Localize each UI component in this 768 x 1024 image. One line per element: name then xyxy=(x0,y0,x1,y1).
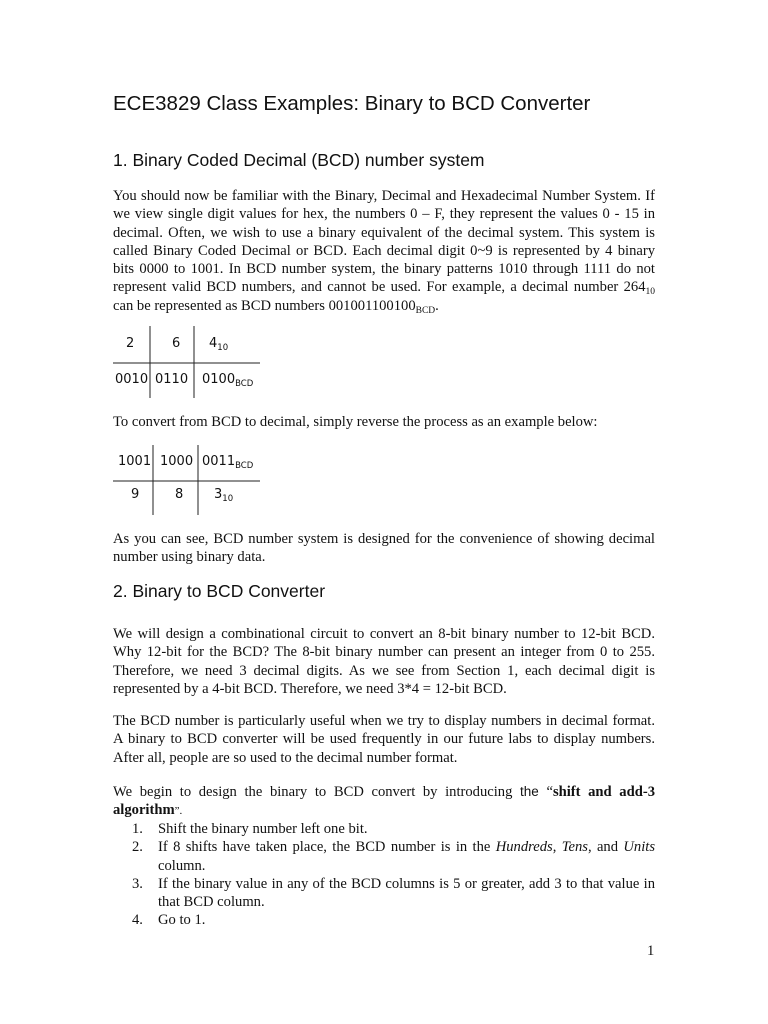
table-1-bottom-cell-1: 0010 xyxy=(115,372,149,387)
page-number: 1 xyxy=(647,943,655,959)
table-1-top-cell-3: $4_{10}$ xyxy=(209,336,229,353)
algorithm-steps-list xyxy=(132,820,655,930)
algorithm-step: 4. Go to 1. xyxy=(132,912,206,929)
decimal-to-bcd-table xyxy=(113,326,263,406)
bcd-to-decimal-table xyxy=(113,445,263,525)
table-1-top-cell-1: 2 xyxy=(126,336,135,351)
table-2-bottom-cell-3: $3_{10}$ xyxy=(214,487,234,504)
table-2-top-cell-3: $0011_{BCD}$ xyxy=(202,454,254,471)
section-2-paragraph-2: The BCD number is particularly useful when we try to display numbers in decimal format. A binary to BCD converter will be used frequently in our future labs to display numbers. After all, people are so used to the decimal number format. xyxy=(113,713,655,766)
decimal-to-bcd-table-lines xyxy=(113,326,263,406)
table-1-top-cell-2: 6 xyxy=(172,336,181,351)
section-1-paragraph-1: You should now be familiar with the Binary, Decimal and Hexadecimal Number System. If we view single digit values for hex, the numbers 0 – F, they represent the values 0 - 15 in decimal. Often, we wish to use a binary equivalent of the decimal system. This system is called Binary Coded Decimal or BCD. Each decimal digit 0~9 is represented by 4 binary bits 0000 to 1001. In BCD number system, the binary patterns 1010 through 1111 do not represent valid BCD numbers, and cannot be used. For example, a decimal number $264_{10}$ can be represented as BCD numbers $001001100100_{BCD}$. xyxy=(113,188,655,316)
algorithm-step: 2. If 8 shifts have taken place, the BCD number is in the Hundreds, Tens, and Units column. xyxy=(132,839,655,874)
section-2-paragraph-3: We begin to design the binary to BCD convert by introducing the “shift and add-3 algorithm”. xyxy=(113,784,655,819)
section-2-heading: 2. Binary to BCD Converter xyxy=(113,581,326,601)
table-2-top-cell-1: 1001 xyxy=(118,454,152,469)
table-2-top-cell-2: 1000 xyxy=(160,454,194,469)
section-1-paragraph-3: As you can see, BCD number system is designed for the convenience of showing decimal number using binary data. xyxy=(113,531,655,566)
section-1-heading: 1. Binary Coded Decimal (BCD) number system xyxy=(113,150,485,170)
table-1-bottom-cell-2: 0110 xyxy=(155,372,189,387)
algorithm-step: 1. Shift the binary number left one bit. xyxy=(132,821,368,837)
table-2-bottom-cell-1: 9 xyxy=(131,487,140,502)
table-1-bottom-cell-3: $0100_{BCD}$ xyxy=(202,372,254,389)
table-2-bottom-cell-2: 8 xyxy=(175,487,184,502)
page-title: ECE3829 Class Examples: Binary to BCD Converter xyxy=(113,92,591,115)
algorithm-step: 3. If the binary value in any of the BCD columns is 5 or greater, add 3 to that value in that BCD column. xyxy=(132,875,655,911)
section-2-paragraph-1: We will design a combinational circuit to convert an 8-bit binary number to 12-bit BCD. Why 12-bit for the BCD? The 8-bit binary number can present an integer from 0 to 255. Therefore, we need 3 decimal digits. As we see from Section 1, each decimal digit is represented by a 4-bit BCD. Therefore, we need 3*4 = 12-bit BCD. xyxy=(113,626,655,697)
section-1-paragraph-2: To convert from BCD to decimal, simply reverse the process as an example below: xyxy=(113,414,598,430)
